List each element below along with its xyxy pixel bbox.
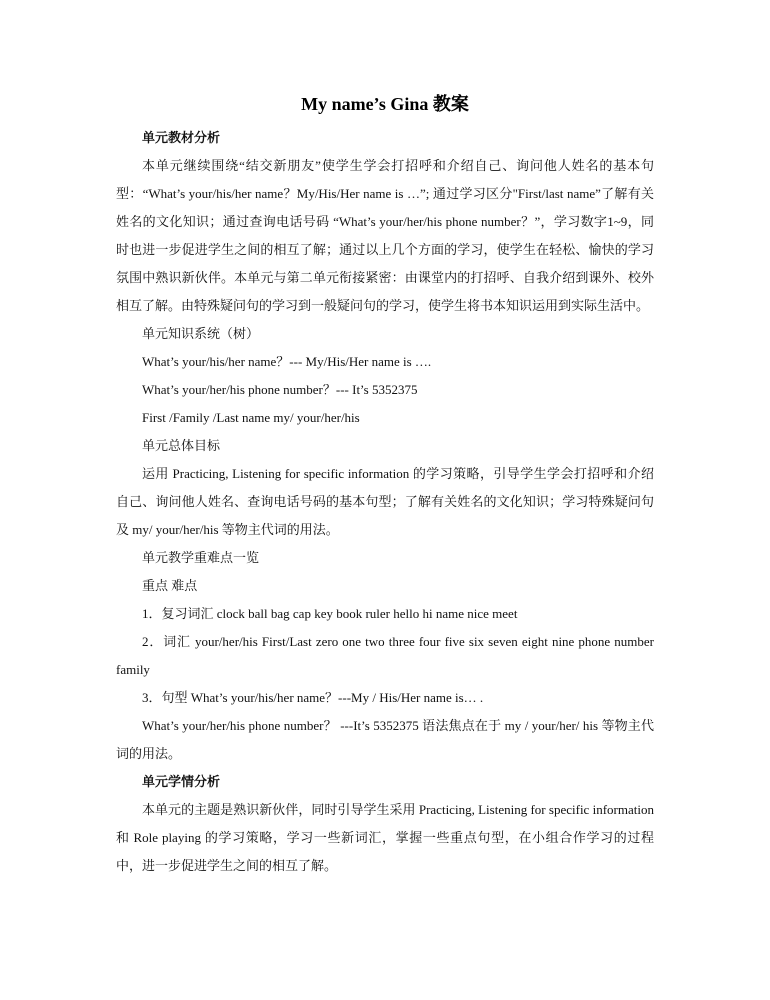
- line-name-vocabulary: First /Family /Last name my/ your/her/his: [142, 410, 360, 425]
- section-heading-textbook-analysis: 单元教材分析: [142, 130, 221, 145]
- paragraph-new-vocabulary: 2．词汇 your/her/his First/Last zero one two three four five six seven eight nine phone number family: [116, 634, 654, 677]
- line-review-vocabulary: 1．复习词汇 clock ball bag cap key book ruler hello hi name nice meet: [142, 606, 518, 621]
- paragraph-grammar-focus: What’s your/her/his phone number？ ---It’s 5352375 语法焦点在于 my / your/her/ his 等物主代词的用法。: [116, 718, 654, 761]
- section-heading-learner-analysis: 单元学情分析: [142, 774, 221, 789]
- line-sentence-patterns: 3．句型 What’s your/his/her name？---My / His/Her name is… .: [142, 690, 484, 705]
- line-phone-question: What’s your/her/his phone number？--- It’s 5352375: [142, 382, 418, 397]
- line-key-points-label: 单元教学重难点一览: [142, 550, 260, 565]
- line-knowledge-tree-label: 单元知识系统（树）: [142, 326, 260, 341]
- line-overall-goal-label: 单元总体目标: [142, 438, 221, 453]
- paragraph-learner-analysis: 本单元的主题是熟识新伙伴，同时引导学生采用 Practicing, Listening for specific information 和 Role playing 的学习策略，学习一些新词汇，掌握一些重点句型，在小组合作学习的过程中，进一步促进学生之间的相互了解。: [116, 802, 654, 873]
- paragraph-overall-goal: 运用 Practicing, Listening for specific information 的学习策略，引导学生学会打招呼和介绍自己、询问他人姓名、查询电话号码的基本句型；了解有关姓名的文化知识；学习特殊疑问句及 my/ your/her/his 等物主代词的用法。: [116, 466, 654, 537]
- paragraph-textbook-analysis: 本单元继续围绕“结交新朋友”使学生学会打招呼和介绍自己、询问他人姓名的基本句型：“What’s your/his/her name？My/His/Her name is …”; 通过学习区分"First/last name”了解有关姓名的文化知识；通过查询电话号码 “What’s your/her/his phone number？”，学习数字1~9，同时也进一步促进学生之间的相互了解；通过以上几个方面的学习，使学生在轻松、愉快的学习氛围中熟识新伙伴。本单元与第二单元衔接紧密：由课堂内的打招呼、自我介绍到课外、校外相互了解。由特殊疑问句的学习到一般疑问句的学习，使学生将书本知识运用到实际生活中。: [116, 158, 654, 313]
- document-body: [116, 124, 654, 880]
- line-name-question: What’s your/his/her name？--- My/His/Her name is ….: [142, 354, 432, 369]
- document-title: My name’s Gina 教案: [301, 94, 469, 114]
- line-key-difficult-points: 重点 难点: [142, 578, 198, 593]
